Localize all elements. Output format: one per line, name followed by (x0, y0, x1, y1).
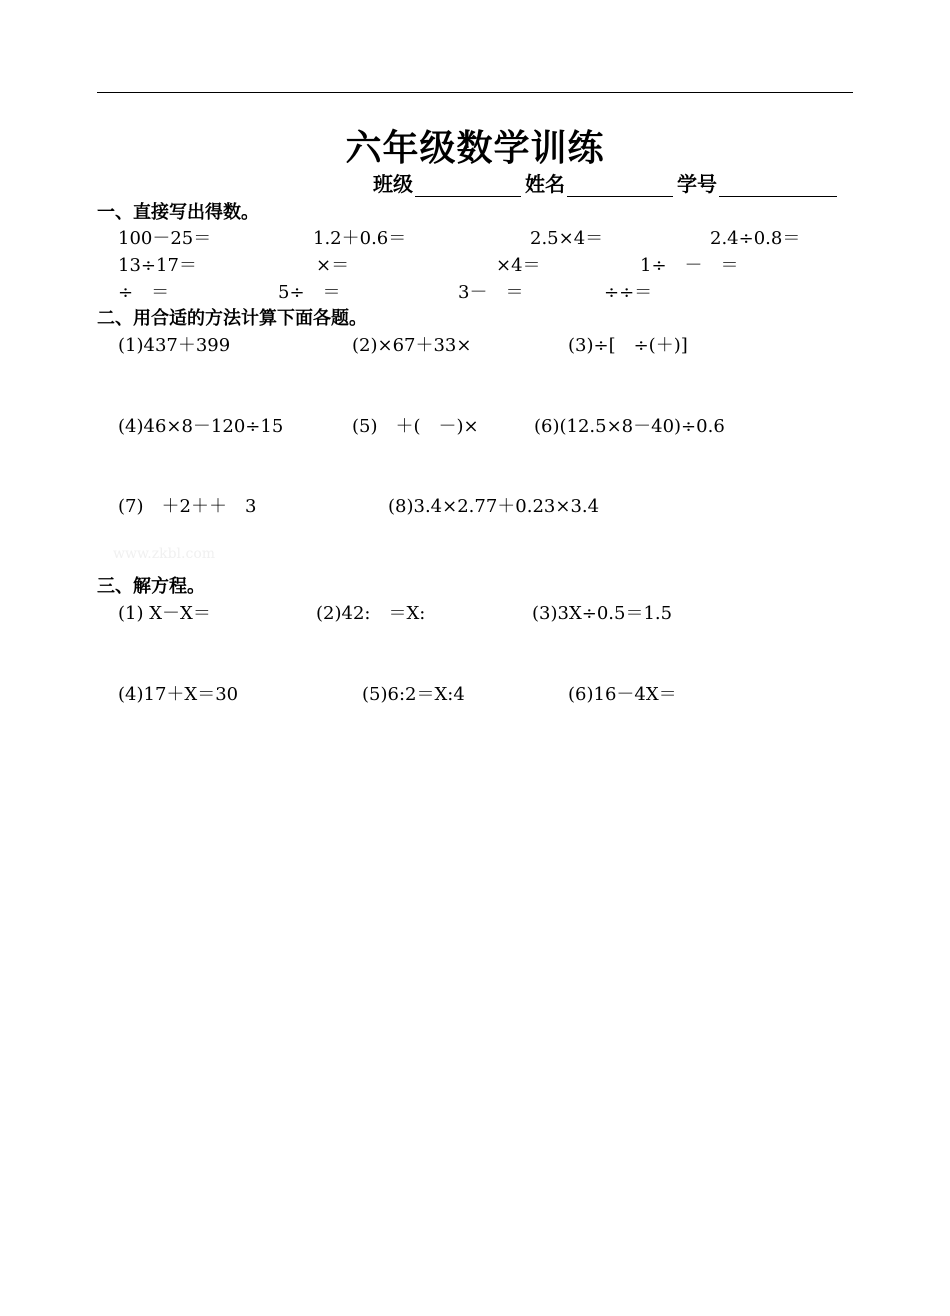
calc-problem: (8)3.4×2.77＋0.23×3.4 (388, 496, 600, 517)
page-title: 六年级数学训练 (345, 128, 605, 169)
quick-calc-item: ×4＝ (496, 255, 541, 276)
section-1-heading: 一、直接写出得数。 (97, 202, 259, 223)
calc-problem: (4)46×8－120÷15 (118, 416, 284, 437)
equation-problem: (4)17＋X＝30 (118, 684, 239, 705)
quick-calc-item: 13÷17＝ (118, 255, 197, 276)
quick-calc-item: 2.4÷0.8＝ (710, 228, 801, 249)
equation-problem: (5)6:2＝X:4 (362, 684, 465, 705)
calc-problem: (1)437＋399 (118, 335, 231, 356)
calc-problem: (2)×67＋33× (352, 335, 472, 356)
name-field[interactable] (567, 174, 673, 197)
quick-calc-item: 5÷ ＝ (278, 282, 341, 303)
student-id-field[interactable] (719, 174, 837, 197)
class-field[interactable] (415, 174, 521, 197)
quick-calc-item: ÷ ＝ (118, 282, 170, 303)
name-label: 姓名 (525, 172, 565, 196)
quick-calc-item: ×＝ (316, 255, 350, 276)
equation-problem: (3)3X÷0.5＝1.5 (532, 603, 673, 624)
calc-problem: (7) ＋2＋＋ 3 (118, 496, 257, 517)
equation-problem: (6)16－4X＝ (568, 684, 677, 705)
section-2-heading: 二、用合适的方法计算下面各题。 (97, 308, 367, 329)
quick-calc-item: ÷÷＝ (604, 282, 653, 303)
id-label: 学号 (677, 172, 717, 196)
watermark-text: www.zkbl.com (113, 546, 216, 562)
equation-problem: (1) X－X＝ (118, 603, 211, 624)
quick-calc-item: 2.5×4＝ (530, 228, 604, 249)
calc-problem: (3)÷[ ÷(＋)] (568, 335, 688, 356)
calc-problem: (6)(12.5×8－40)÷0.6 (534, 416, 725, 437)
quick-calc-item: 1÷ － ＝ (640, 255, 739, 276)
quick-calc-item: 100－25＝ (118, 228, 212, 249)
section-3-heading: 三、解方程。 (97, 576, 205, 597)
class-label: 班级 (373, 172, 413, 196)
calc-problem: (5) ＋( －)× (352, 416, 479, 437)
top-rule (97, 92, 853, 93)
quick-calc-item: 3－ ＝ (458, 282, 524, 303)
student-info (373, 168, 841, 197)
quick-calc-item: 1.2＋0.6＝ (313, 228, 407, 249)
equation-problem: (2)42: ＝X: (316, 603, 426, 624)
